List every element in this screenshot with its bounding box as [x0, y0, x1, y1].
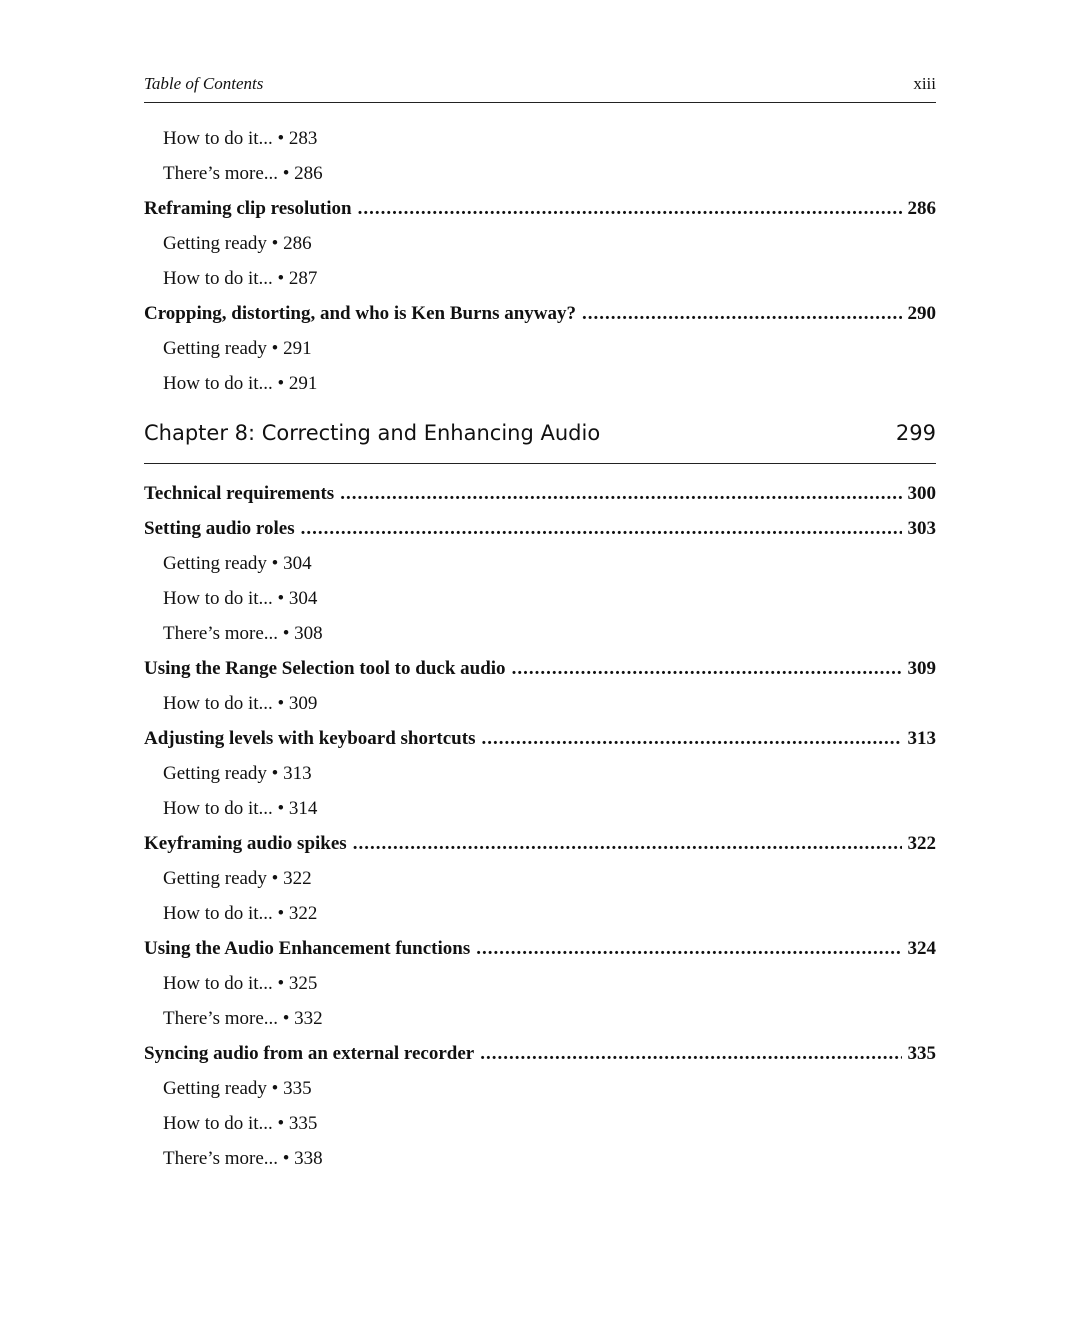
toc-dot-leader	[512, 651, 902, 686]
toc-section-entry[interactable]	[144, 296, 936, 331]
toc-section-title: Adjusting levels with keyboard shortcuts	[144, 728, 476, 749]
toc-section-title: Keyframing audio spikes	[144, 833, 347, 854]
toc-section-entry[interactable]	[144, 931, 936, 966]
toc-section-title: Reframing clip resolution	[144, 198, 352, 219]
toc-subsection-entry[interactable]: How to do it... • 309	[163, 693, 318, 714]
toc-subsection-entry[interactable]: Getting ready • 335	[163, 1078, 312, 1099]
toc-dot-leader	[353, 826, 902, 861]
page-number: xiii	[913, 74, 936, 93]
toc-subsection-entry[interactable]: How to do it... • 325	[163, 973, 318, 994]
toc-subsection-entry[interactable]: Getting ready • 304	[163, 553, 312, 574]
toc-section-page: 300	[907, 483, 936, 504]
toc-section-page: 313	[907, 728, 936, 749]
toc-section-title: Cropping, distorting, and who is Ken Burns anyway?	[144, 303, 577, 324]
toc-section-page: 286	[907, 198, 936, 219]
chapter-heading[interactable]	[144, 411, 936, 464]
toc-section-entry[interactable]	[144, 191, 936, 226]
toc-subsection-entry[interactable]: There’s more... • 308	[163, 623, 323, 644]
toc-subsection-entry[interactable]: Getting ready • 291	[163, 338, 312, 359]
toc-subsection-entry[interactable]: How to do it... • 283	[163, 128, 318, 149]
toc-section-title: Using the Range Selection tool to duck audio	[144, 658, 506, 679]
toc-subsection-entry[interactable]: How to do it... • 291	[163, 373, 318, 394]
toc-subsection-entry[interactable]: How to do it... • 322	[163, 903, 318, 924]
toc-section-page: 303	[907, 518, 936, 539]
toc-section-entry[interactable]	[144, 721, 936, 756]
toc-subsection-entry[interactable]: There’s more... • 286	[163, 163, 323, 184]
toc-subsection-entry[interactable]: Getting ready • 313	[163, 763, 312, 784]
chapter-page: 299	[895, 421, 936, 445]
running-header-title: Table of Contents	[144, 74, 264, 93]
toc-list-top	[144, 121, 936, 401]
toc-section-page: 322	[907, 833, 936, 854]
toc-section-entry[interactable]	[144, 511, 936, 546]
toc-dot-leader	[476, 931, 901, 966]
toc-section-entry[interactable]	[144, 826, 936, 861]
toc-section-page: 324	[907, 938, 936, 959]
toc-section-page: 290	[907, 303, 936, 324]
table-of-contents	[144, 121, 936, 1176]
toc-section-title: Syncing audio from an external recorder	[144, 1043, 475, 1064]
toc-subsection-entry[interactable]: How to do it... • 314	[163, 798, 318, 819]
toc-dot-leader	[480, 1036, 901, 1071]
toc-dot-leader	[301, 511, 902, 546]
toc-list-bottom	[144, 476, 936, 1176]
toc-section-entry[interactable]	[144, 1036, 936, 1071]
toc-subsection-entry[interactable]: Getting ready • 322	[163, 868, 312, 889]
toc-subsection-entry[interactable]: Getting ready • 286	[163, 233, 312, 254]
toc-section-entry[interactable]	[144, 651, 936, 686]
toc-subsection-entry[interactable]: How to do it... • 304	[163, 588, 318, 609]
toc-section-title: Using the Audio Enhancement functions	[144, 938, 471, 959]
toc-dot-leader	[358, 191, 902, 226]
toc-subsection-entry[interactable]: There’s more... • 332	[163, 1008, 323, 1029]
toc-section-page: 309	[907, 658, 936, 679]
toc-dot-leader	[340, 476, 901, 511]
toc-section-page: 335	[907, 1043, 936, 1064]
toc-section-title: Setting audio roles	[144, 518, 295, 539]
running-header	[144, 72, 936, 103]
toc-dot-leader	[481, 721, 901, 756]
toc-section-entry[interactable]	[144, 476, 936, 511]
toc-subsection-entry[interactable]: There’s more... • 338	[163, 1148, 323, 1169]
toc-subsection-entry[interactable]: How to do it... • 335	[163, 1113, 318, 1134]
toc-section-title: Technical requirements	[144, 483, 335, 504]
toc-dot-leader	[582, 296, 901, 331]
toc-subsection-entry[interactable]: How to do it... • 287	[163, 268, 318, 289]
chapter-title: Chapter 8: Correcting and Enhancing Audio	[144, 421, 601, 445]
